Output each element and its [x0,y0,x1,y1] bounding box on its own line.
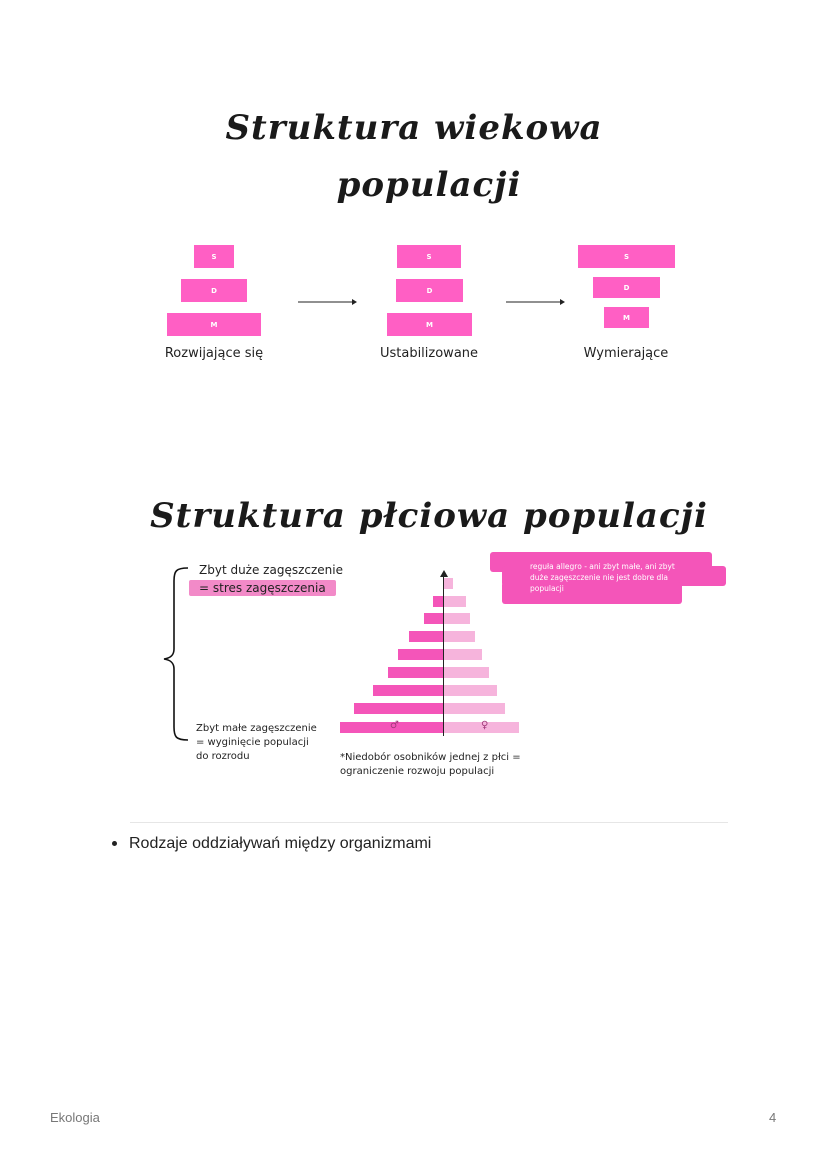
female-bar [444,578,453,589]
bar-s: S [578,245,675,268]
female-symbol-icon: ♀ [481,720,489,731]
too-high-line2-text: = stres zagęszczenia [199,581,326,595]
bar-m: M [604,307,649,328]
too-low-line1: Zbyt małe zagęszczenie [196,723,317,734]
sex-note [340,751,521,779]
male-bar [398,649,443,660]
age-title-line1: Struktura wiekowa [225,108,603,148]
bar-d: D [181,279,247,302]
footer-left: Ekologia [50,1110,100,1125]
arrow-right-icon [505,296,567,308]
sex-title: Struktura płciowa populacji [150,496,708,536]
bar-s: S [397,245,461,268]
bar-m: M [167,313,261,336]
pyramid-label: Ustabilizowane [379,346,479,361]
curly-brace-icon [160,565,190,743]
male-bar [373,685,443,696]
note-line2: ograniczenie rozwoju populacji [340,766,495,777]
note-line1: *Niedobór osobników jednej z płci = [340,752,521,763]
female-bar [444,613,470,624]
too-high-line1: Zbyt duże zagęszczenie [199,563,343,577]
age-title-line2: populacji [336,165,522,205]
too-low-line2: = wyginięcie populacji [196,737,309,748]
too-low-density-text [196,722,317,764]
too-low-line3: do rozrodu [196,751,250,762]
bullet-dot-icon [112,841,117,846]
bar-d: D [593,277,660,298]
bar-m: M [387,313,472,336]
female-bar [444,631,475,642]
allegro-line1: reguła allegro - ani zbyt małe, ani zbyt [530,562,675,571]
female-bar [444,649,482,660]
bullet-text: Rodzaje oddziaływań między organizmami [129,835,432,852]
female-bar [444,703,505,714]
bullet-item [112,835,431,853]
male-bar [388,667,443,678]
allegro-highlight [490,552,726,606]
female-bar [444,596,466,607]
divider [130,822,728,823]
female-bar [444,667,489,678]
male-bar [409,631,443,642]
male-bar [354,703,443,714]
bar-d: D [396,279,463,302]
too-high-density-text [199,563,343,596]
page-number: 4 [769,1110,777,1125]
male-bar [424,613,443,624]
arrow-right-icon [297,296,359,308]
pyramid-label: Wymierające [583,346,669,361]
pyramid-label: Rozwijające się [164,346,264,361]
axis-arrow-icon [440,570,448,578]
allegro-line3: populacji [530,584,564,593]
male-symbol-icon: ♂ [390,720,399,731]
bar-s: S [194,245,234,268]
too-high-line2 [189,580,336,596]
female-bar [444,685,497,696]
male-bar [433,596,443,607]
allegro-line2: duże zagęszczenie nie jest dobre dla [530,573,668,582]
